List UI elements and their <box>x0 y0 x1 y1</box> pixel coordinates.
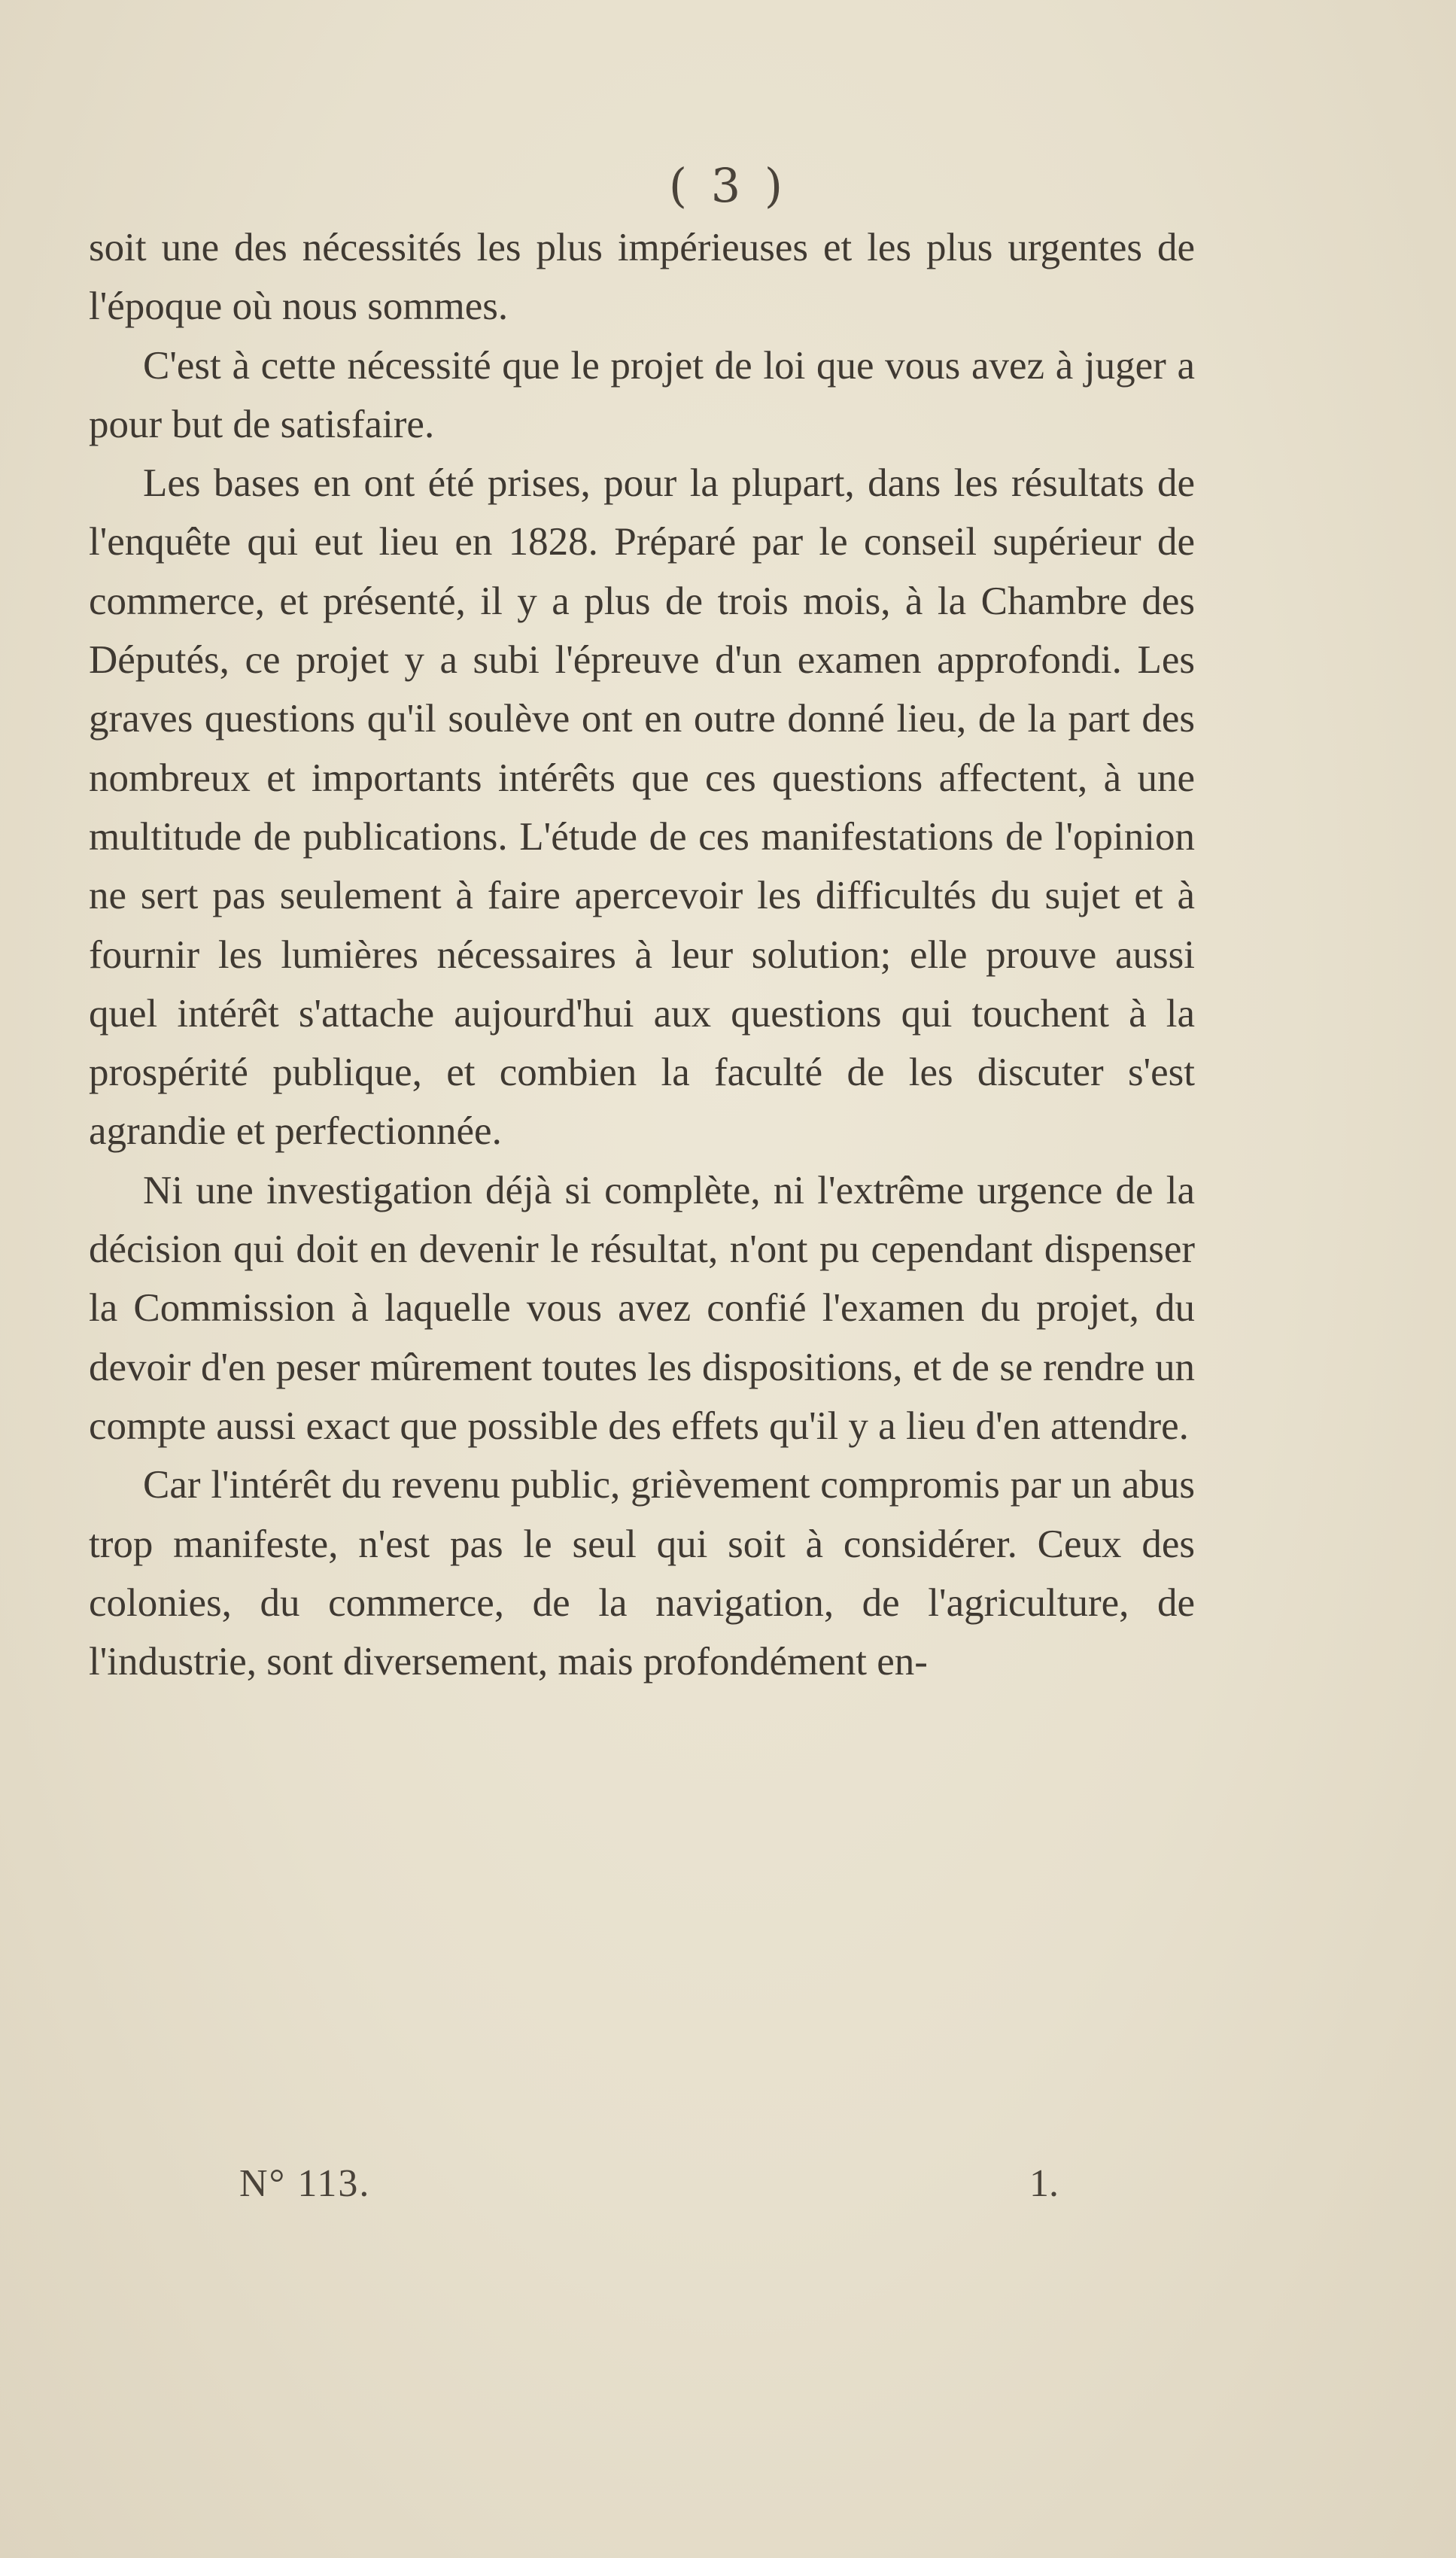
body-text <box>89 218 1195 1691</box>
page-number: ( 3 ) <box>668 158 788 213</box>
paragraph-3: Les bases en ont été prises, pour la plupart, dans les résultats de l'enquête qui eut lieu en 1828. Préparé par le conseil supérieur de commerce, et présenté, il y a plus de trois mois, à la Chambre des Députés, ce projet y a subi l'épreuve d'un examen approfondi. Les graves questions qu'il soulève ont en outre donné lieu, de la part des nombreux et importants intérêts que ces questions affectent, à une multitude de publications. L'étude de ces manifestations de l'opinion ne sert pas seulement à faire apercevoir les difficultés du sujet et à fournir les lumières nécessaires à leur solution; elle prouve aussi quel intérêt s'attache aujourd'hui aux questions qui touchent à la prospérité publique, et combien la faculté de les discuter s'est agrandie et perfectionnée. <box>89 461 1195 1154</box>
paragraph-2: C'est à cette nécessité que le projet de loi que vous avez à juger a pour but de satisfaire. <box>89 343 1195 446</box>
document-number: N° 113. <box>239 2162 371 2205</box>
paragraph-4: Ni une investigation déjà si complète, ni l'extrême urgence de la décision qui doit en devenir le résultat, n'ont pu cependant dispenser la Commission à laquelle vous avez confié l'examen du projet, du devoir d'en peser mûrement toutes les dispositions, et de se rendre un compte aussi exact que possible des effets qu'il y a lieu d'en attendre. <box>89 1168 1195 1448</box>
paragraph-1: soit une des nécessités les plus impérieuses et les plus urgentes de l'époque où nous sommes. <box>89 226 1195 329</box>
paragraph-5: Car l'intérêt du revenu public, grièvement compromis par un abus trop manifeste, n'est pas le seul qui soit à considérer. Ceux des colonies, du commerce, de la navigation, de l'agriculture, de l'industrie, sont diversement, mais profondément en- <box>89 1463 1195 1684</box>
signature-mark: 1. <box>1029 2162 1059 2205</box>
page-footer <box>0 2161 1456 2222</box>
